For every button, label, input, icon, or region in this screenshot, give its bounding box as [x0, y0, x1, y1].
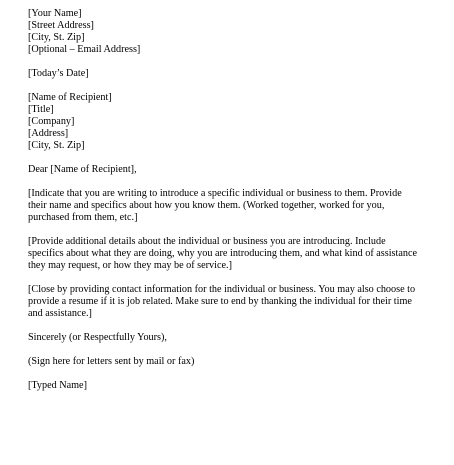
body-paragraph-3 [28, 284, 448, 320]
typed-name: [Typed Name] [28, 380, 87, 391]
closing: Sincerely (or Respectfully Yours), [28, 332, 167, 343]
paragraph-line: provide a resume if it is job related. Make sure to end by thanking the individual for their time [28, 296, 412, 307]
paragraph-line: and assistance.] [28, 308, 92, 319]
sender-street: [Street Address] [28, 20, 94, 31]
paragraph-line: [Provide additional details about the individual or business you are introducing. Include [28, 236, 386, 247]
paragraph-line: [Indicate that you are writing to introduce a specific individual or business to them. Provide [28, 188, 402, 199]
sender-name: [Your Name] [28, 8, 82, 19]
body-paragraph-2 [28, 236, 448, 272]
sender-address-block [28, 8, 448, 56]
typed-name-block [28, 380, 448, 392]
recipient-name: [Name of Recipient] [28, 92, 112, 103]
recipient-company: [Company] [28, 116, 75, 127]
recipient-address-block [28, 92, 448, 152]
paragraph-line: their name and specifics about how you know them. (Worked together, worked for you, [28, 200, 385, 211]
paragraph-line: they may request, or how they may be of service.] [28, 260, 232, 271]
paragraph-line: purchased from them, etc.] [28, 212, 138, 223]
signature-note: (Sign here for letters sent by mail or fax) [28, 356, 195, 367]
recipient-title: [Title] [28, 104, 54, 115]
salutation: Dear [Name of Recipient], [28, 164, 137, 175]
date-block [28, 68, 448, 80]
body-paragraph-1 [28, 188, 448, 224]
letter-date: [Today’s Date] [28, 68, 89, 79]
sender-email: [Optional – Email Address] [28, 44, 141, 55]
signature-block [28, 356, 448, 368]
letter-document [28, 8, 448, 404]
recipient-address: [Address] [28, 128, 69, 139]
recipient-city: [City, St. Zip] [28, 140, 85, 151]
closing-block [28, 332, 448, 344]
paragraph-line: specifics about what they are doing, why you are introducing them, and what kind of assistance [28, 248, 418, 259]
paragraph-line: [Close by providing contact information for the individual or business. You may also choose to [28, 284, 416, 295]
salutation-block [28, 164, 448, 176]
sender-city: [City, St. Zip] [28, 32, 85, 43]
